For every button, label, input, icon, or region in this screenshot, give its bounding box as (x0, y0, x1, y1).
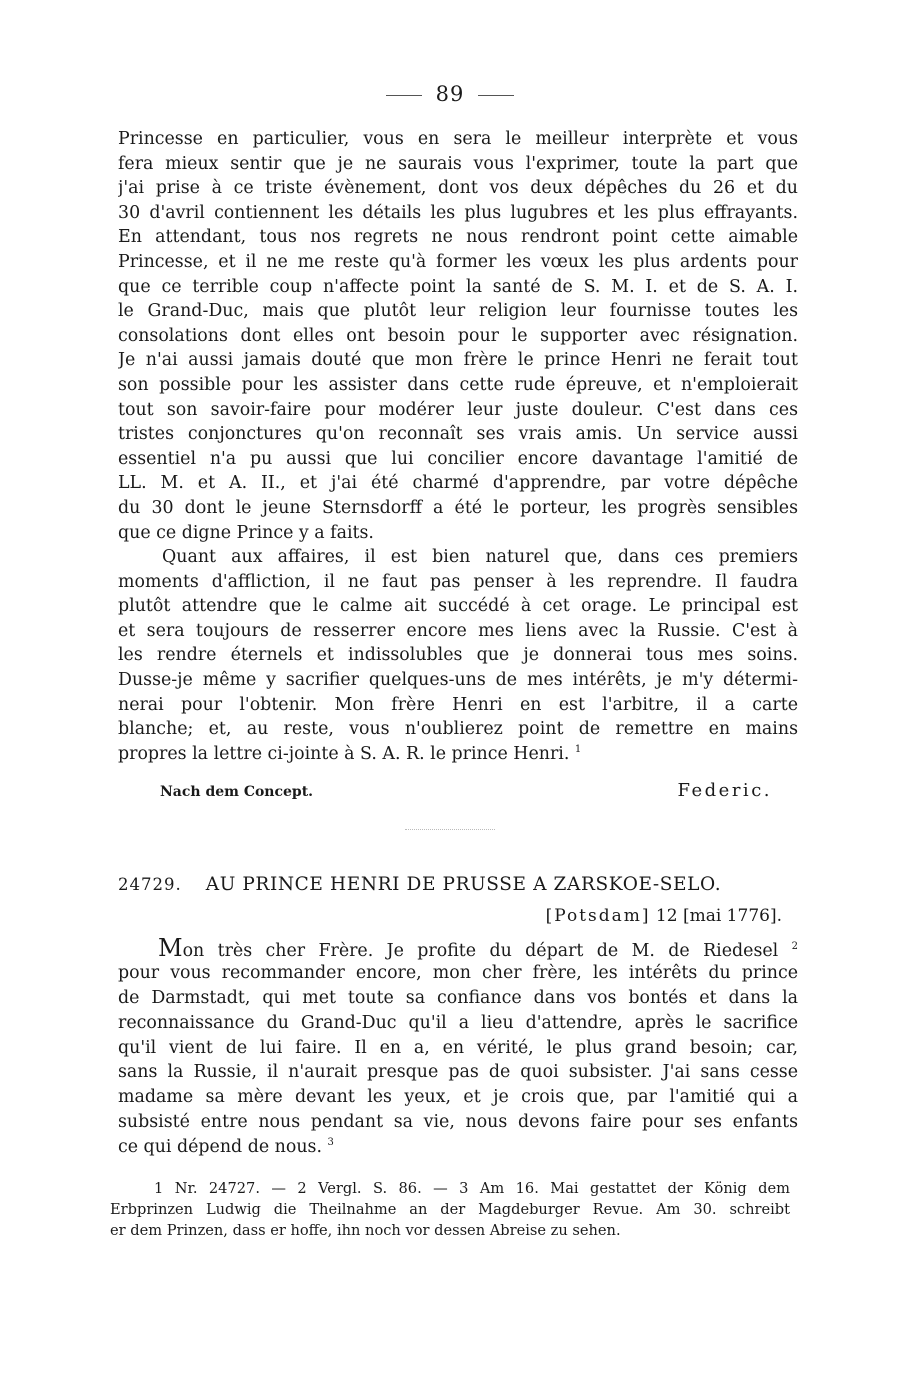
text-line: 30 d'avril contiennent les détails les plus lugubres et les plus effrayants. (118, 202, 798, 223)
text-line: moments d'affliction, il ne faut pas penser à les reprendre. Il faudra (118, 571, 798, 592)
letter-title: AU PRINCE HENRI DE PRUSSE A ZARSKOE-SELO. (205, 874, 722, 895)
text-line: qu'il vient de lui faire. Il en a, en vérité, le plus grand besoin; car, (118, 1037, 798, 1058)
text-line: les rendre éternels et indissolubles que je donnerai tous mes soins. (118, 645, 798, 666)
letter2-body (118, 936, 798, 1160)
text-line-content: propres la lettre ci-jointe à S. A. R. le prince Henri. (118, 743, 570, 764)
text-line: reconnaissance du Grand-Duc qu'il a lieu d'attendre, après le sacrifice (118, 1012, 798, 1033)
text-line: que ce digne Prince y a faits. (118, 522, 374, 543)
text-line: En attendant, tous nos regrets ne nous rendront point cette aimable (118, 227, 798, 248)
text-line: le Grand-Duc, mais que plutôt leur religion leur fournisse toutes les (118, 301, 798, 322)
text-line: madame sa mère devant les yeux, et je crois que, par l'amitié qui a (118, 1087, 798, 1108)
footnote-marker: 2 (791, 941, 798, 953)
text-line: son possible pour les assister dans cette rude épreuve, et n'emploierait (118, 374, 798, 395)
text-line: du 30 dont le jeune Sternsdorff a été le porteur, les progrès sensibles (118, 497, 798, 518)
text-line: consolations dont elles ont besoin pour le supporter avec résignation. (118, 325, 798, 346)
letter-number: 24729. (118, 875, 182, 894)
paragraph-start-line: Quant aux affaires, il est bien naturel que, dans ces premiers (162, 547, 798, 568)
page-number-dash-right (478, 95, 514, 96)
page-number (0, 82, 900, 106)
text-line-content: on très cher Frère. Je profite du départ de M. de Riedesel (182, 941, 779, 961)
text-line: plutôt attendre que le calme ait succédé à cet orage. Le principal est (118, 596, 798, 617)
text-line: nerai pour l'obtenir. Mon frère Henri en est l'arbitre, il a carte (118, 694, 798, 715)
text-line: tristes conjonctures qu'on reconnaît ses vrais amis. Un service aussi (118, 424, 798, 445)
footnote-line: Erbprinzen Ludwig die Theilnahme an der Magdeburger Revue. Am 30. schreibt (110, 1201, 790, 1218)
text-line: fera mieux sentir que je ne saurais vous l'exprimer, toute la part que (118, 153, 798, 174)
text-line: Je n'ai aussi jamais douté que mon frère le prince Henri ne ferait tout (118, 350, 798, 371)
text-line: sans la Russie, il n'aurait presque pas de quoi subsister. J'ai sans cesse (118, 1062, 798, 1083)
footnote-marker: 3 (327, 1137, 334, 1149)
text-line: Dusse-je même y sacrifier quelques-uns de mes intérêts, je m'y détermi- (118, 670, 798, 691)
text-line: et sera toujours de resserrer encore mes liens avec la Russie. C'est à (118, 620, 798, 641)
paragraph-start-line (118, 936, 798, 961)
text-line: Princesse en particulier, vous en sera le meilleur interprète et vous (118, 129, 798, 149)
signature: Federic. (677, 780, 772, 801)
source-note: Nach dem Concept. (160, 784, 314, 800)
section-divider (405, 829, 495, 830)
text-line: pour vous recommander encore, mon cher frère, les intérêts du prince (118, 962, 798, 983)
initial-capital: M (158, 936, 183, 961)
text-line: LL. M. et A. II., et j'ai été charmé d'apprendre, par votre dépêche (118, 473, 798, 494)
page-number-dash-left (386, 95, 422, 96)
text-line-content: ce qui dépend de nous. (118, 1137, 322, 1158)
footnote-marker: 1 (574, 744, 582, 756)
date-place: [Potsdam] (545, 906, 651, 926)
text-line: que ce terrible coup n'affecte point la santé de S. M. I. et de S. A. I. (118, 276, 798, 297)
text-line (118, 742, 798, 767)
text-line: j'ai prise à ce triste évènement, dont vos deux dépêches du 26 et du (118, 178, 798, 199)
page-number-text: 89 (435, 82, 465, 106)
text-line (118, 1135, 798, 1160)
text-line: tout son savoir-faire pour modérer leur juste douleur. C'est dans ces (118, 399, 798, 420)
letter2-heading (118, 874, 808, 900)
letter2-dateline (546, 906, 782, 930)
text-line: essentiel n'a pu aussi que lui concilier encore davantage l'amitié de (118, 448, 798, 469)
footnote-line: er dem Prinzen, dass er hoffe, ihn noch vor dessen Abreise zu sehen. (110, 1222, 621, 1239)
text-line: Princesse, et il ne me reste qu'à former les vœux les plus ardents pour (118, 251, 798, 272)
letter1-signature-row (160, 780, 772, 804)
text-line: subsisté entre nous pendant sa vie, nous devons faire pour ses enfants (118, 1112, 798, 1133)
text-line: de Darmstadt, qui met toute sa confiance dans vos bontés et dans la (118, 987, 798, 1008)
date-text: 12 [mai 1776]. (655, 906, 782, 926)
letter1-body (118, 127, 798, 766)
footnotes (110, 1178, 790, 1241)
text-line: blanche; et, au reste, vous n'oublierez point de remettre en mains (118, 719, 798, 740)
footnote-line: 1 Nr. 24727. — 2 Vergl. S. 86. — 3 Am 16. Mai gestattet der König dem (154, 1180, 790, 1197)
